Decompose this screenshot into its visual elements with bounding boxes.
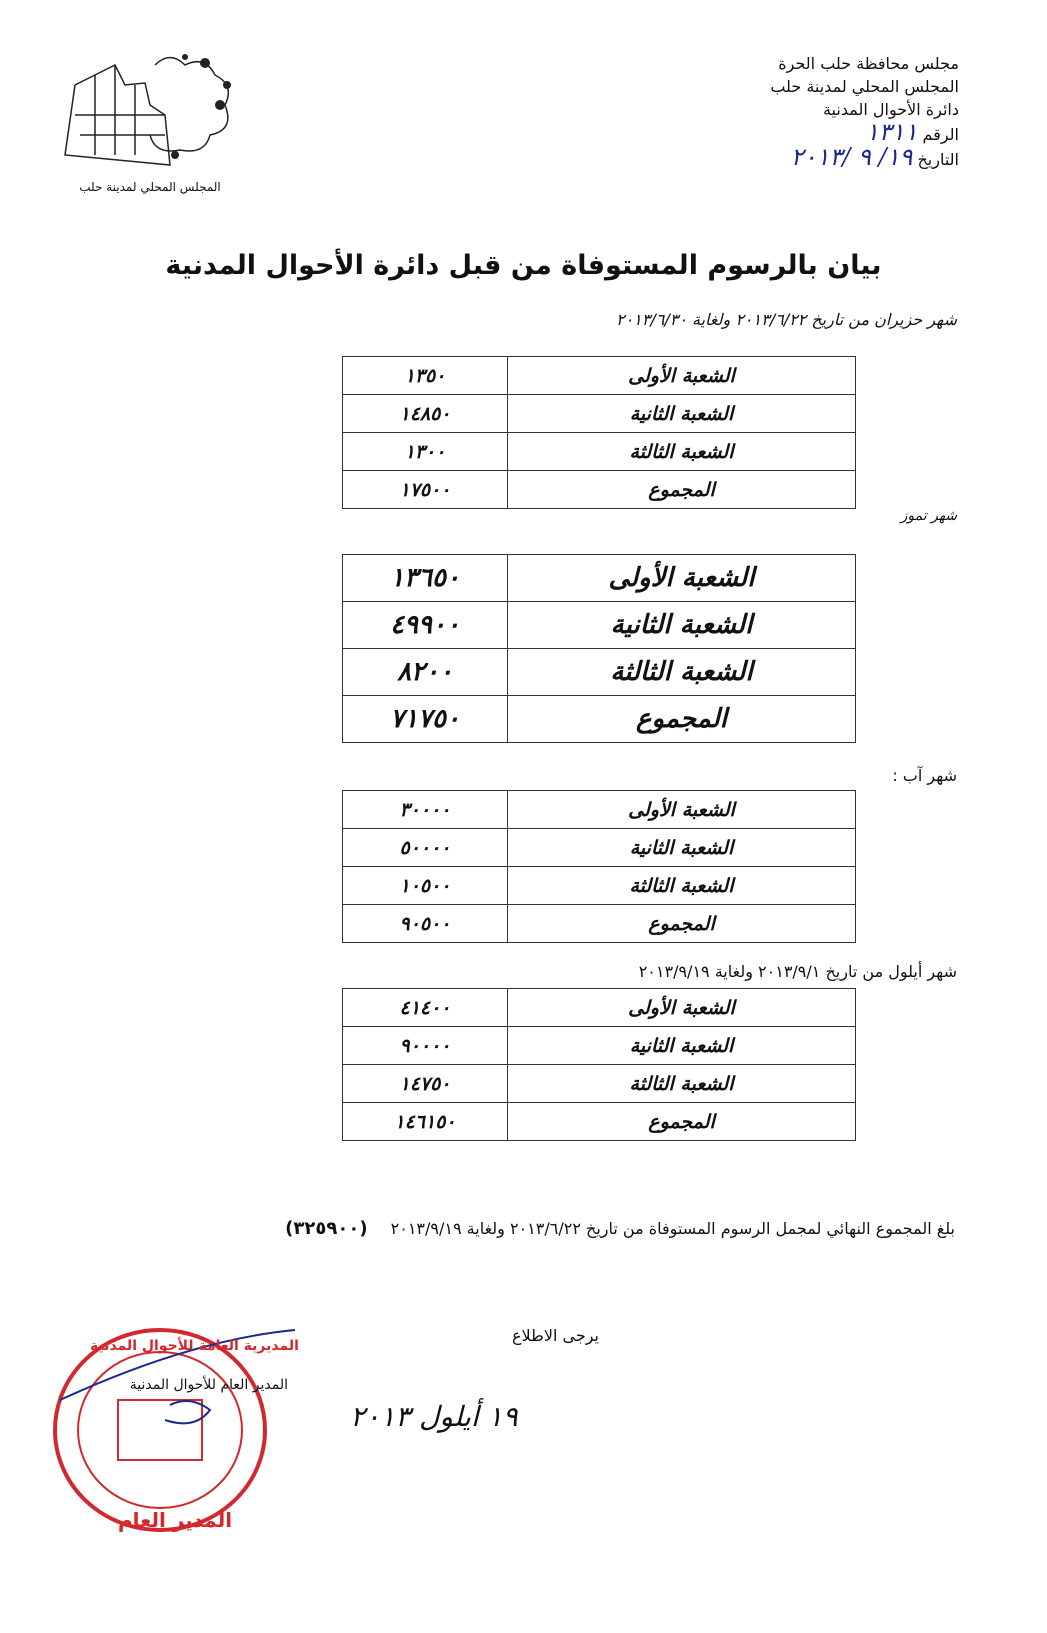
table-row: الشعبة الأولى ٣٠٠٠٠ — [343, 791, 856, 829]
table-row: الشعبة الثانية ٥٠٠٠٠ — [343, 829, 856, 867]
header-line-2: المجلس المحلي لمدينة حلب — [770, 77, 959, 96]
table-row: الشعبة الأولى ٤١٤٠٠ — [343, 989, 856, 1027]
grand-total-statement: بلغ المجموع النهائي لمجمل الرسوم المستوفاة من تاريخ ٢٠١٣/٦/٢٢ ولغاية ٢٠١٣/٩/١٩ (٣٢٥٩٠٠) — [285, 1218, 955, 1239]
grand-total-value: (٣٢٥٩٠٠) — [285, 1218, 368, 1239]
issuer-header — [639, 52, 959, 171]
fees-table-june — [342, 356, 856, 509]
period-september: شهر أيلول من تاريخ ٢٠١٣/٩/١ ولغاية ٢٠١٣/٩/١٩ — [638, 962, 957, 981]
fees-table-september — [342, 988, 856, 1141]
table-row: الشعبة الثالثة ١٤٧٥٠ — [343, 1065, 856, 1103]
table-row: الشعبة الثانية ١٤٨٥٠ — [343, 395, 856, 433]
fees-table-july — [342, 554, 856, 743]
document-date: التاريخ ١٩/ ٩ /٢٠١٣ — [790, 143, 959, 171]
header-line-3: دائرة الأحوال المدنية — [822, 100, 959, 119]
table-row: المجموع ١٧٥٠٠ — [343, 471, 856, 509]
handwritten-date: ١٩ أيلول ٢٠١٣ — [350, 1400, 518, 1433]
document-title: بيان بالرسوم المستوفاة من قبل دائرة الأحوال المدنية — [165, 250, 882, 281]
seal-text-bottom: المدير العام — [118, 1508, 233, 1532]
table-row: الشعبة الثالثة ٨٢٠٠ — [343, 649, 856, 696]
table-row: الشعبة الثالثة ١٣٠٠ — [343, 433, 856, 471]
table-row: الشعبة الثانية ٩٠٠٠٠ — [343, 1027, 856, 1065]
header-line-1: مجلس محافظة حلب الحرة — [778, 54, 959, 73]
fees-table-august — [342, 790, 856, 943]
period-july: شهر تموز — [900, 508, 957, 524]
review-note: يرجى الاطلاع — [512, 1326, 599, 1345]
logo-caption: المجلس المحلي لمدينة حلب — [79, 180, 221, 194]
table-row: الشعبة الأولى ١٣٦٥٠ — [343, 555, 856, 602]
table-row: المجموع ٧١٧٥٠ — [343, 696, 856, 743]
period-june: شهر حزيران من تاريخ ٢٠١٣/٦/٢٢ ولغاية ٢٠١٣/٦/٣٠ — [615, 310, 957, 329]
director-title: المدير العام للأحوال المدنية — [129, 1377, 288, 1393]
reference-number: الرقم ١٣١١ — [865, 118, 959, 146]
period-august: شهر آب : — [892, 766, 957, 785]
seal-text-top: المديرية العامة للأحوال المدنية — [90, 1338, 299, 1354]
table-row: المجموع ٩٠٥٠٠ — [343, 905, 856, 943]
table-row: المجموع ١٤٦١٥٠ — [343, 1103, 856, 1141]
table-row: الشعبة الثانية ٤٩٩٠٠ — [343, 602, 856, 649]
table-row: الشعبة الأولى ١٣٥٠ — [343, 357, 856, 395]
table-row: الشعبة الثالثة ١٠٥٠٠ — [343, 867, 856, 905]
